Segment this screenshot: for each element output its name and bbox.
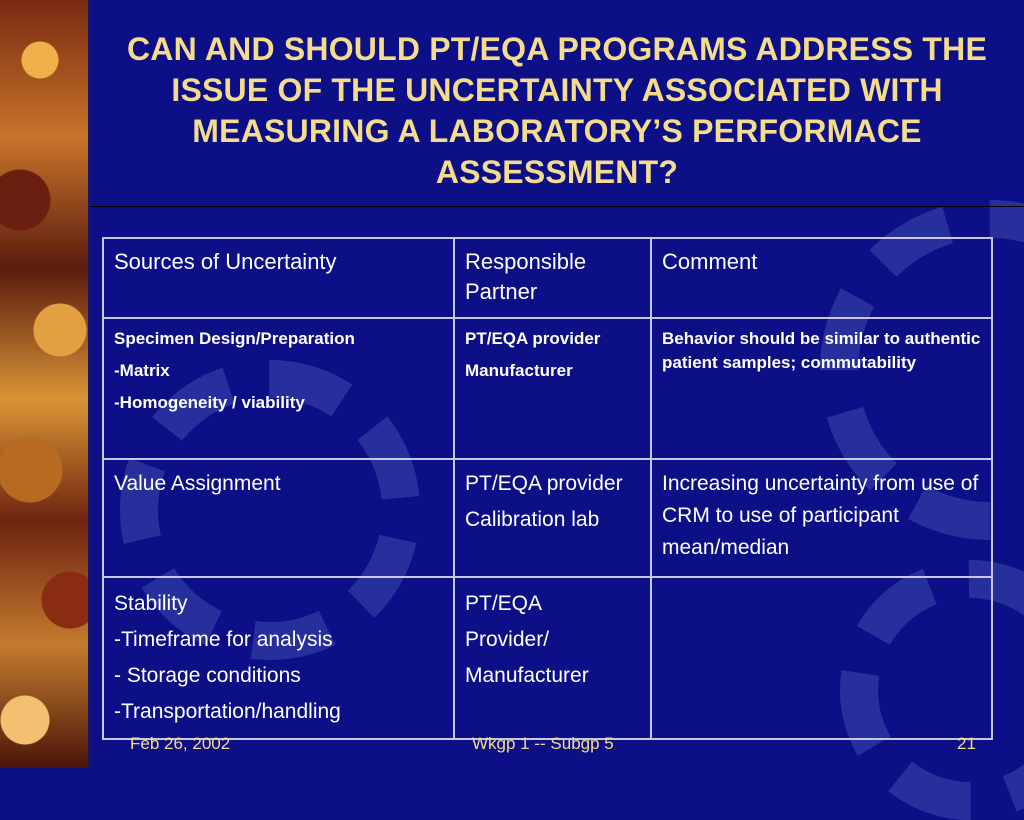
cell-line: -Matrix xyxy=(114,361,170,380)
footer-page-number: 21 xyxy=(957,734,976,753)
cell-line: Calibration lab xyxy=(465,508,600,531)
title-area xyxy=(90,16,1024,207)
cell-comment xyxy=(651,577,992,739)
cell-line: PT/EQA provider xyxy=(465,472,623,495)
table-header-row xyxy=(103,238,992,318)
cell-comment xyxy=(651,459,992,577)
cell-partner xyxy=(454,318,651,459)
decorative-gear-strip xyxy=(0,0,92,768)
cell-partner xyxy=(454,459,651,577)
cell-line: Value Assignment xyxy=(114,472,281,495)
cell-sources xyxy=(103,577,454,739)
header-responsible-partner: Responsible Partner xyxy=(454,238,651,318)
cell-line: Specimen Design/Preparation xyxy=(114,329,355,348)
cell-partner xyxy=(454,577,651,739)
cell-line: PT/EQA xyxy=(465,592,543,615)
cell-line: -Timeframe for analysis xyxy=(114,628,333,651)
cell-sources xyxy=(103,318,454,459)
cell-line: Increasing uncertainty from use of CRM to use of participant mean/median xyxy=(662,472,979,559)
header-sources: Sources of Uncertainty xyxy=(103,238,454,318)
table-row xyxy=(103,577,992,739)
cell-line: PT/EQA provider xyxy=(465,329,601,348)
table-row xyxy=(103,318,992,459)
footer-group: Wkgp 1 -- Subgp 5 xyxy=(472,734,614,753)
uncertainty-table xyxy=(102,237,993,740)
cell-line: Provider/ xyxy=(465,628,550,651)
cell-line: -Transportation/handling xyxy=(114,700,341,723)
cell-line: Stability xyxy=(114,592,188,615)
cell-line: Manufacturer xyxy=(465,664,589,687)
cell-line: Behavior should be similar to authentic patient samples; commutability xyxy=(662,329,981,372)
page-title: CAN AND SHOULD PT/EQA PROGRAMS ADDRESS THE ISSUE OF THE UNCERTAINTY ASSOCIATED WITH MEASURING A LABORATORY’S PERFORMACE ASSESSMENT? xyxy=(127,31,987,190)
cell-sources xyxy=(103,459,454,577)
header-comment: Comment xyxy=(651,238,992,318)
footer-date: Feb 26, 2002 xyxy=(130,734,231,753)
table-row xyxy=(103,459,992,577)
cell-line: - Storage conditions xyxy=(114,664,301,687)
cell-comment xyxy=(651,318,992,459)
cell-line: Manufacturer xyxy=(465,361,573,380)
cell-line: -Homogeneity / viability xyxy=(114,393,305,412)
slide-footer xyxy=(0,730,1024,760)
